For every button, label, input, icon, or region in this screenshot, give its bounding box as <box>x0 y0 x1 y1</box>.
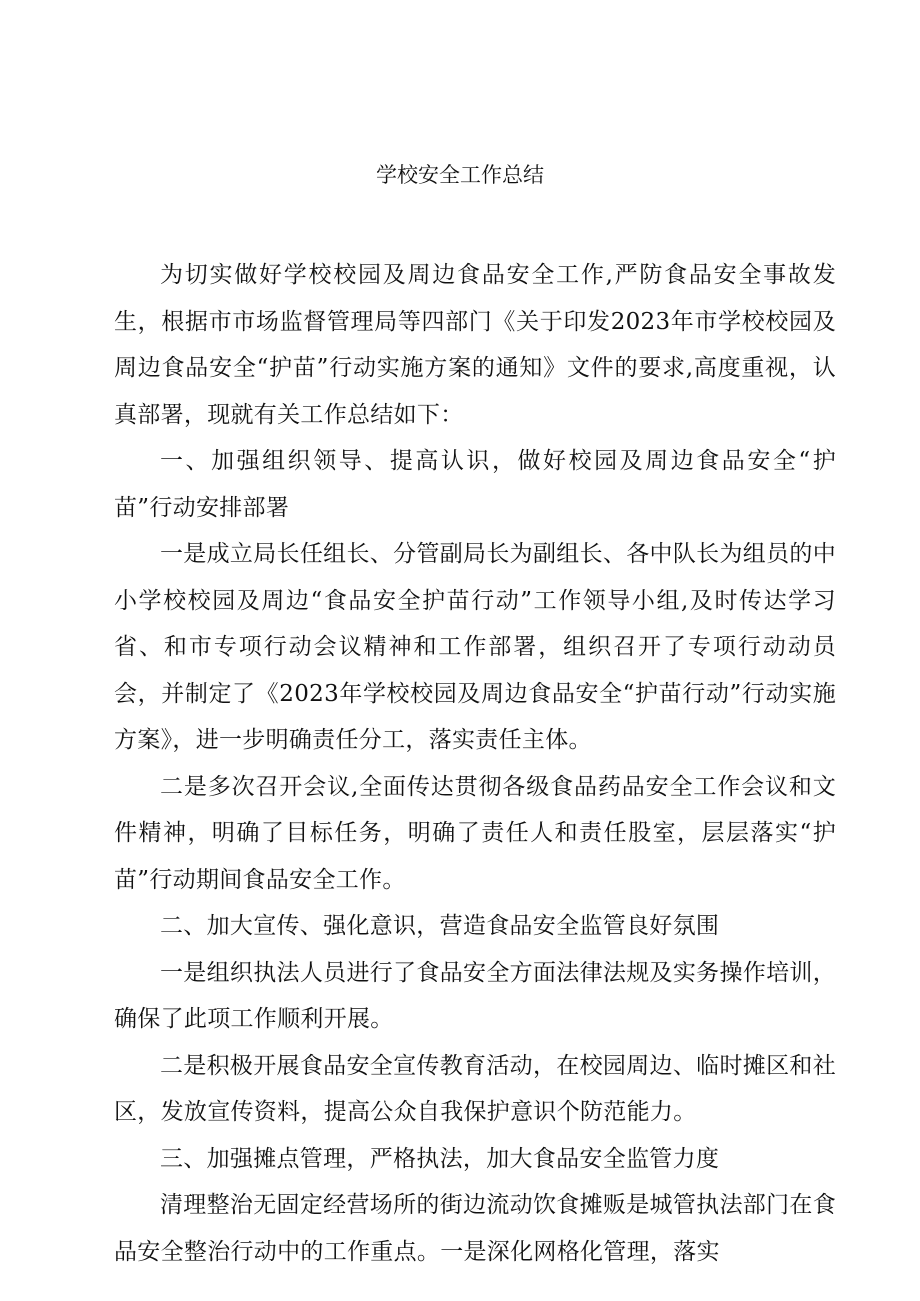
document-title: 学校安全工作总结 <box>376 163 544 187</box>
section-1-paragraph-1: 一是成立局长任组长、分管副局长为副组长、各中队长为组员的中小学校校园及周边“食品安全护苗行动”工作领导小组,及时传达学习省、和市专项行动会议精神和工作部署，组织召开了专项行动动员会，并制定了《2023年学校校园及周边食品安全“护苗行动”行动实施方案》，进一步明确责任分工，落实责任主体。 <box>114 541 836 753</box>
section-2-paragraph-1: 一是组织执法人员进行了食品安全方面法律法规及实务操作培训，确保了此项工作顺利开展。 <box>114 959 836 1032</box>
section-heading-1: 一、加强组织领导、提高认识，做好校园及周边食品安全“护苗”行动安排部署 <box>114 448 836 521</box>
section-3-paragraph-1: 清理整治无固定经营场所的街边流动饮食摊贩是城管执法部门在食品安全整治行动中的工作重点。一是深化网格化管理，落实 <box>114 1192 836 1265</box>
document-body <box>114 252 836 1275</box>
section-2-paragraph-2: 二是积极开展食品安全宣传教育活动，在校园周边、临时摊区和社区，发放宣传资料，提高公众自我保护意识个防范能力。 <box>114 1052 836 1125</box>
section-heading-3: 三、加强摊点管理，严格执法，加大食品安全监管力度 <box>160 1145 720 1172</box>
section-heading-2: 二、加大宣传、强化意识，营造食品安全监管良好氛围 <box>160 913 720 939</box>
intro-paragraph: 为切实做好学校校园及周边食品安全工作,严防食品安全事故发生，根据市市场监督管理局等四部门《关于印发2023年市学校校园及周边食品安全“护苗”行动实施方案的通知》文件的要求,高度重视，认真部署，现就有关工作总结如下： <box>114 262 836 428</box>
section-1-paragraph-2: 二是多次召开会议,全面传达贯彻各级食品药品安全工作会议和文件精神，明确了目标任务，明确了责任人和责任股室，层层落实“护苗”行动期间食品安全工作。 <box>114 773 836 893</box>
